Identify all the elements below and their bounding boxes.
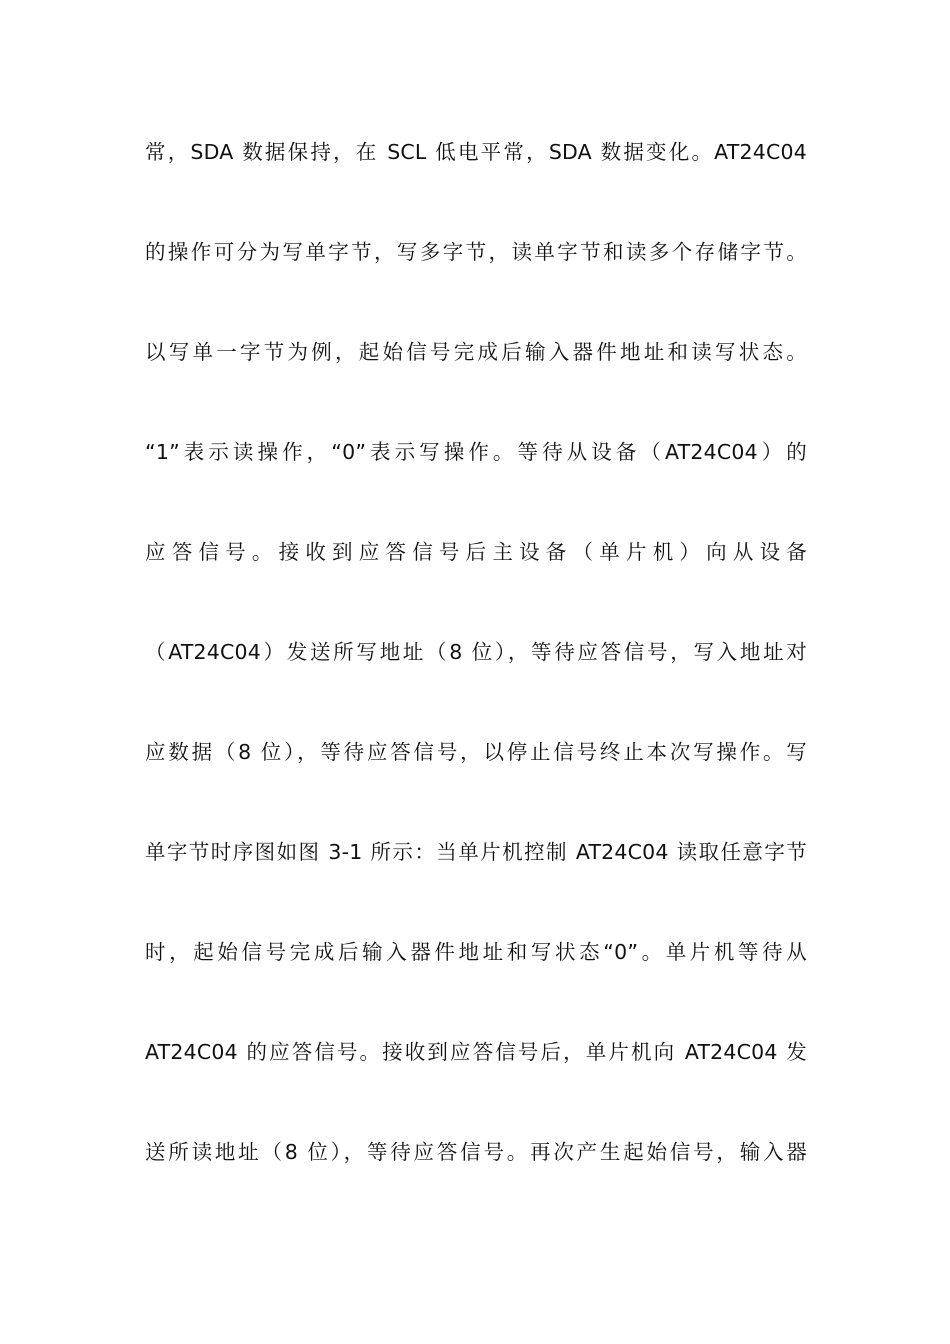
text-line-3: 以写单一字节为例，起始信号完成后输入器件地址和读写状态。 <box>145 340 807 364</box>
text-line-5: 应答信号。接收到应答信号后主设备（单片机）向从设备 <box>145 540 807 564</box>
text-line-6: （AT24C04）发送所写地址（8 位），等待应答信号，写入地址对 <box>145 640 807 664</box>
paragraph-body <box>145 130 807 1230</box>
text-line-8: 单字节时序图如图 3-1 所示：当单片机控制 AT24C04 读取任意字节 <box>145 840 807 864</box>
text-line-10: AT24C04 的应答信号。接收到应答信号后，单片机向 AT24C04 发 <box>145 1040 807 1064</box>
text-line-1: 常，SDA 数据保持，在 SCL 低电平常，SDA 数据变化。AT24C04 <box>145 140 807 164</box>
text-line-2: 的操作可分为写单字节，写多字节，读单字节和读多个存储字节。 <box>145 240 807 264</box>
text-line-4: “1”表示读操作，“0”表示写操作。等待从设备（AT24C04）的 <box>145 440 807 464</box>
text-line-9: 时，起始信号完成后输入器件地址和写状态“0”。单片机等待从 <box>145 940 807 964</box>
text-line-11: 送所读地址（8 位），等待应答信号。再次产生起始信号，输入器 <box>145 1140 807 1164</box>
text-line-7: 应数据（8 位），等待应答信号，以停止信号终止本次写操作。写 <box>145 740 807 764</box>
